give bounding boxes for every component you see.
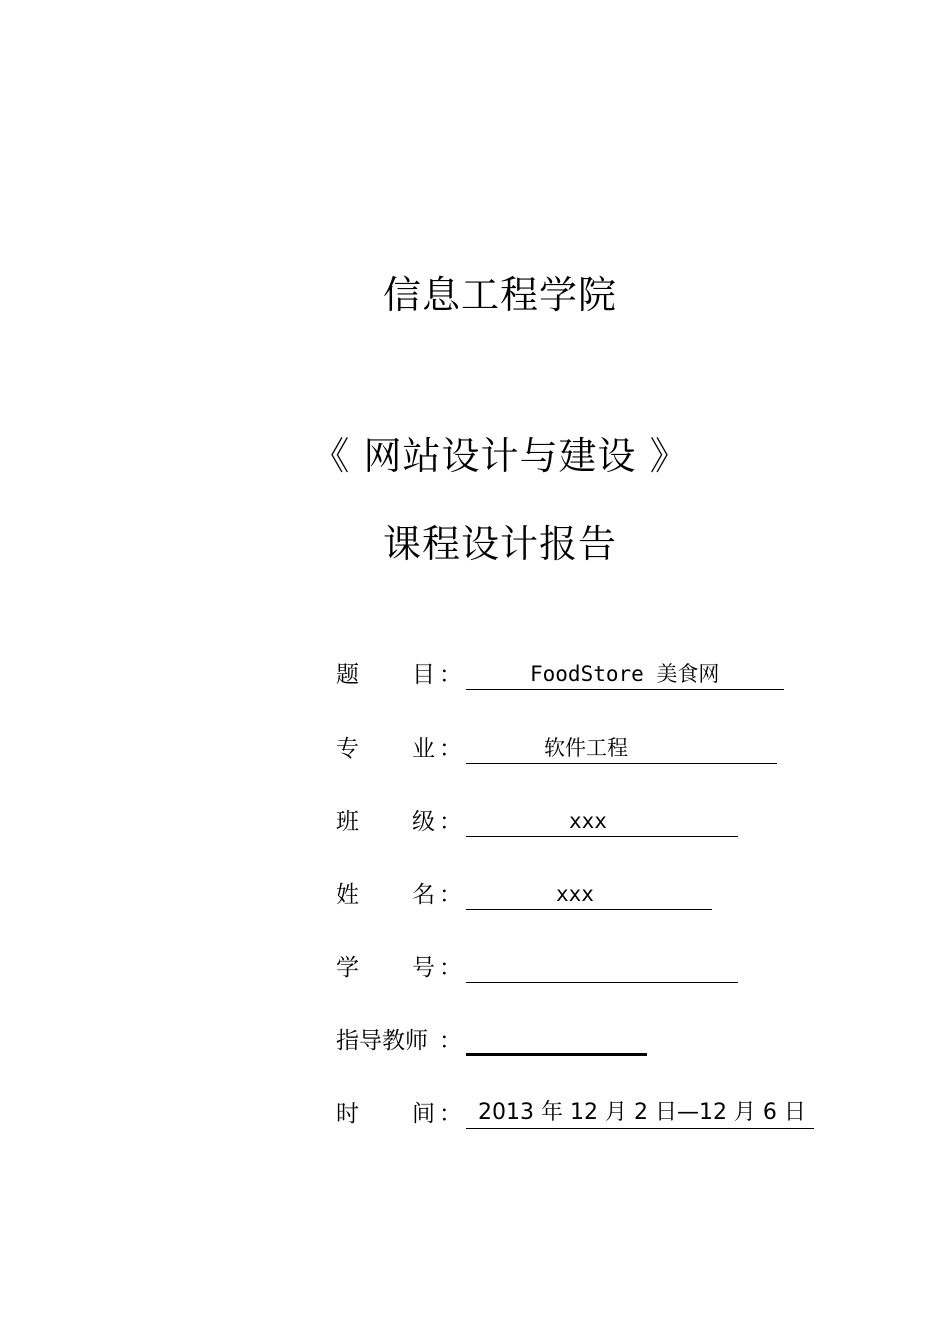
name-field xyxy=(466,879,712,910)
major-value: 软件工程 xyxy=(544,736,628,760)
topic-value: FoodStore 美食网 xyxy=(530,662,720,686)
topic-label: 题 目 xyxy=(336,662,435,688)
report-title: 课程设计报告 xyxy=(382,522,617,566)
major-colon: ： xyxy=(439,736,462,762)
time-value: 2013 年 12 月 2 日—12 月 6 日 xyxy=(478,1100,806,1125)
school-title: 信息工程学院 xyxy=(382,273,617,317)
time-colon: ： xyxy=(439,1101,462,1127)
course-title: 《 网站设计与建设 》 xyxy=(311,434,689,478)
major-field xyxy=(466,733,777,764)
name-value: xxx xyxy=(556,882,594,906)
student-id-colon: ： xyxy=(439,955,462,981)
time-field xyxy=(466,1098,814,1129)
class-field xyxy=(466,806,738,837)
student-id-label: 学 号 xyxy=(336,955,435,981)
class-value: xxx xyxy=(569,809,607,833)
name-colon: ： xyxy=(439,882,462,908)
class-colon: ： xyxy=(439,809,462,835)
name-label: 姓 名 xyxy=(336,882,435,908)
class-label: 班 级 xyxy=(336,809,435,835)
topic-colon: ： xyxy=(439,662,462,688)
student-id-field xyxy=(466,952,738,983)
advisor-label: 指导教师 xyxy=(336,1028,428,1054)
advisor-colon: ： xyxy=(439,1028,462,1054)
time-label: 时 间 xyxy=(336,1101,435,1127)
advisor-field xyxy=(466,1023,647,1056)
topic-field xyxy=(466,659,784,690)
major-label: 专 业 xyxy=(336,736,435,762)
